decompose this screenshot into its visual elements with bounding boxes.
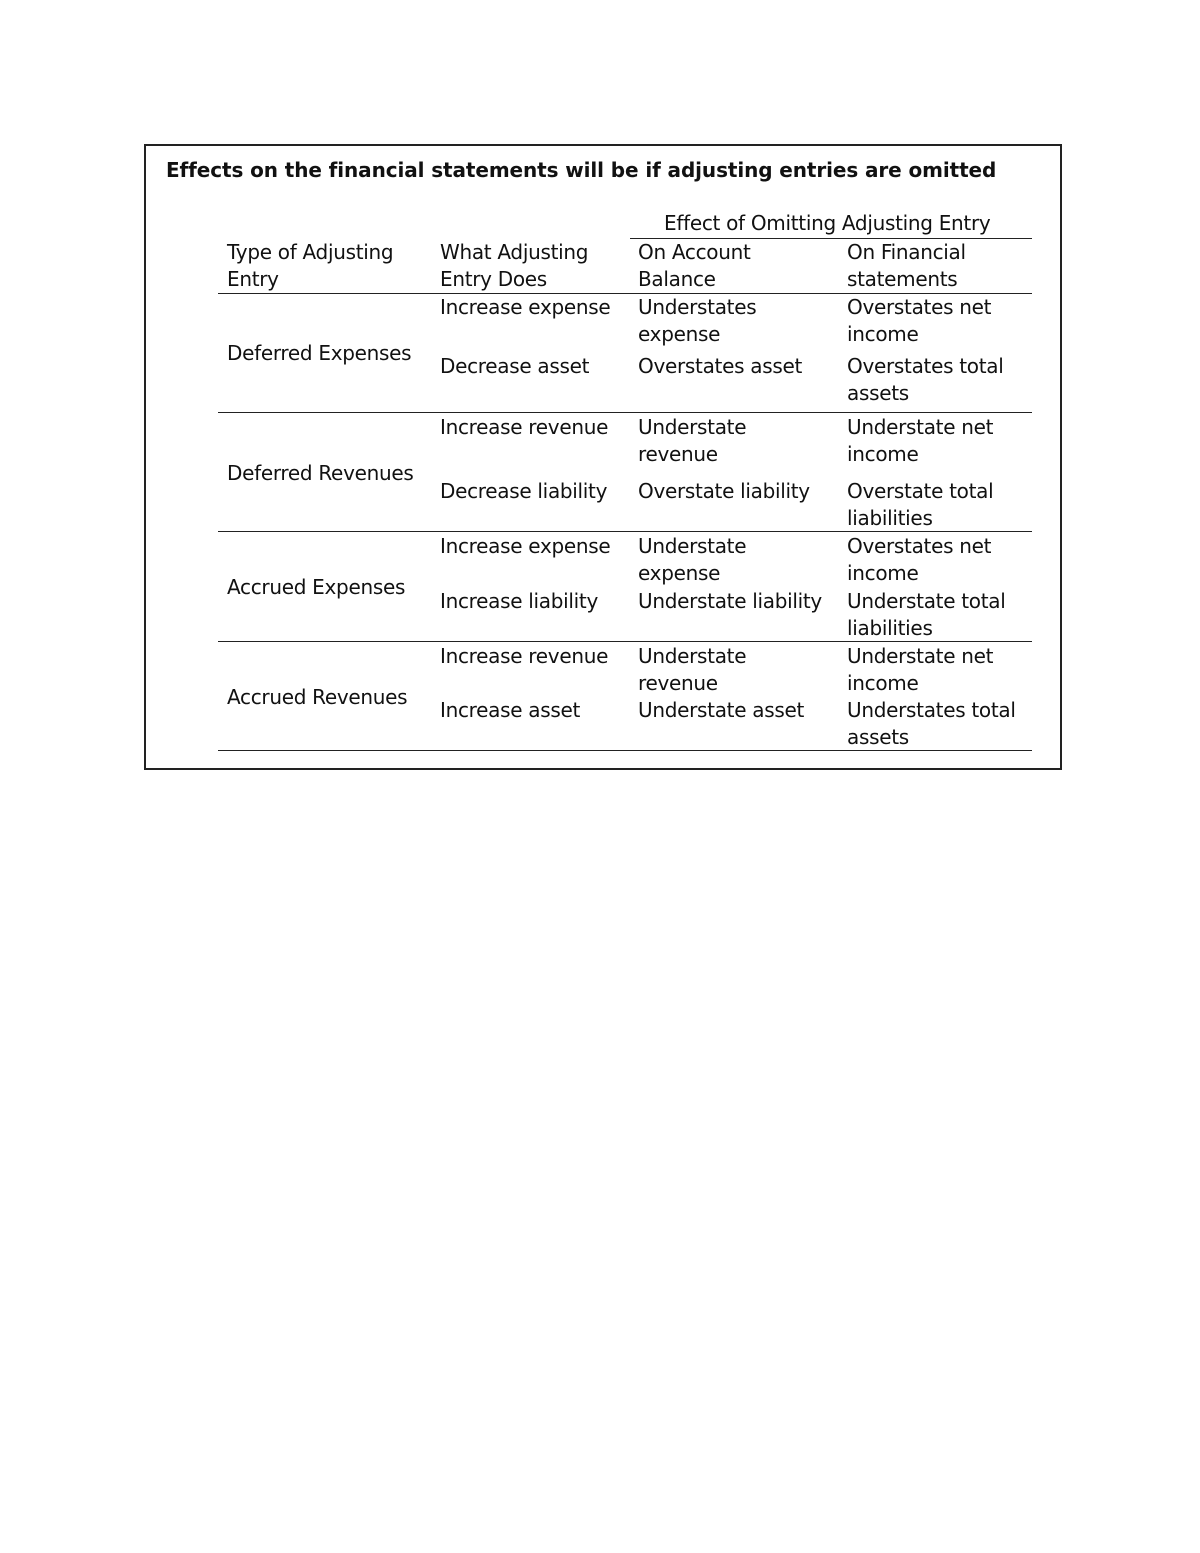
cell-statements: Understate total (847, 589, 1006, 613)
cell-does: Increase expense (440, 295, 611, 319)
cell-account: Understates (638, 295, 757, 319)
cell-account: revenue (638, 671, 718, 695)
cell-account: expense (638, 561, 721, 585)
row-rule (218, 531, 1032, 532)
header-type-line2: Entry (227, 267, 279, 291)
cell-statements: Understate net (847, 644, 994, 668)
cell-statements: income (847, 442, 919, 466)
cell-account: revenue (638, 442, 718, 466)
cell-statements: Overstates net (847, 534, 992, 558)
table-title: Effects on the financial statements will be if adjusting entries are omitted (166, 158, 997, 182)
cell-statements: liabilities (847, 616, 933, 640)
cell-statements: assets (847, 725, 909, 749)
row-rule (218, 412, 1032, 413)
row-rule (218, 641, 1032, 642)
cell-statements: income (847, 322, 919, 346)
cell-statements: Overstates net (847, 295, 992, 319)
cell-does: Decrease asset (440, 354, 590, 378)
cell-account: Understate liability (638, 589, 822, 613)
cell-does: Increase liability (440, 589, 599, 613)
header-does-line1: What Adjusting (440, 240, 589, 264)
cell-does: Increase expense (440, 534, 611, 558)
cell-account: Overstate liability (638, 479, 810, 503)
cell-does: Increase asset (440, 698, 581, 722)
cell-account: Understate (638, 534, 747, 558)
cell-account: expense (638, 322, 721, 346)
row-rule (218, 750, 1032, 751)
header-statements-line2: statements (847, 267, 958, 291)
cell-account: Understate (638, 644, 747, 668)
cell-account: Understate (638, 415, 747, 439)
group-header: Effect of Omitting Adjusting Entry (664, 211, 991, 235)
cell-statements: Understate net (847, 415, 994, 439)
header-type-line1: Type of Adjusting (227, 240, 394, 264)
cell-statements: liabilities (847, 506, 933, 530)
cell-statements: income (847, 561, 919, 585)
header-does-line2: Entry Does (440, 267, 547, 291)
row-type-deferred-revenues: Deferred Revenues (227, 461, 414, 485)
header-account-line2: Balance (638, 267, 716, 291)
cell-statements: Overstates total (847, 354, 1004, 378)
cell-account: Overstates asset (638, 354, 802, 378)
header-statements-line1: On Financial (847, 240, 966, 264)
cell-statements: assets (847, 381, 909, 405)
table-frame (144, 144, 1062, 770)
cell-does: Increase revenue (440, 644, 609, 668)
cell-statements: Overstate total (847, 479, 994, 503)
row-type-accrued-revenues: Accrued Revenues (227, 685, 408, 709)
row-type-accrued-expenses: Accrued Expenses (227, 575, 406, 599)
cell-does: Decrease liability (440, 479, 608, 503)
cell-account: Understate asset (638, 698, 805, 722)
cell-does: Increase revenue (440, 415, 609, 439)
cell-statements: income (847, 671, 919, 695)
header-account-line1: On Account (638, 240, 751, 264)
cell-statements: Understates total (847, 698, 1016, 722)
row-type-deferred-expenses: Deferred Expenses (227, 341, 412, 365)
